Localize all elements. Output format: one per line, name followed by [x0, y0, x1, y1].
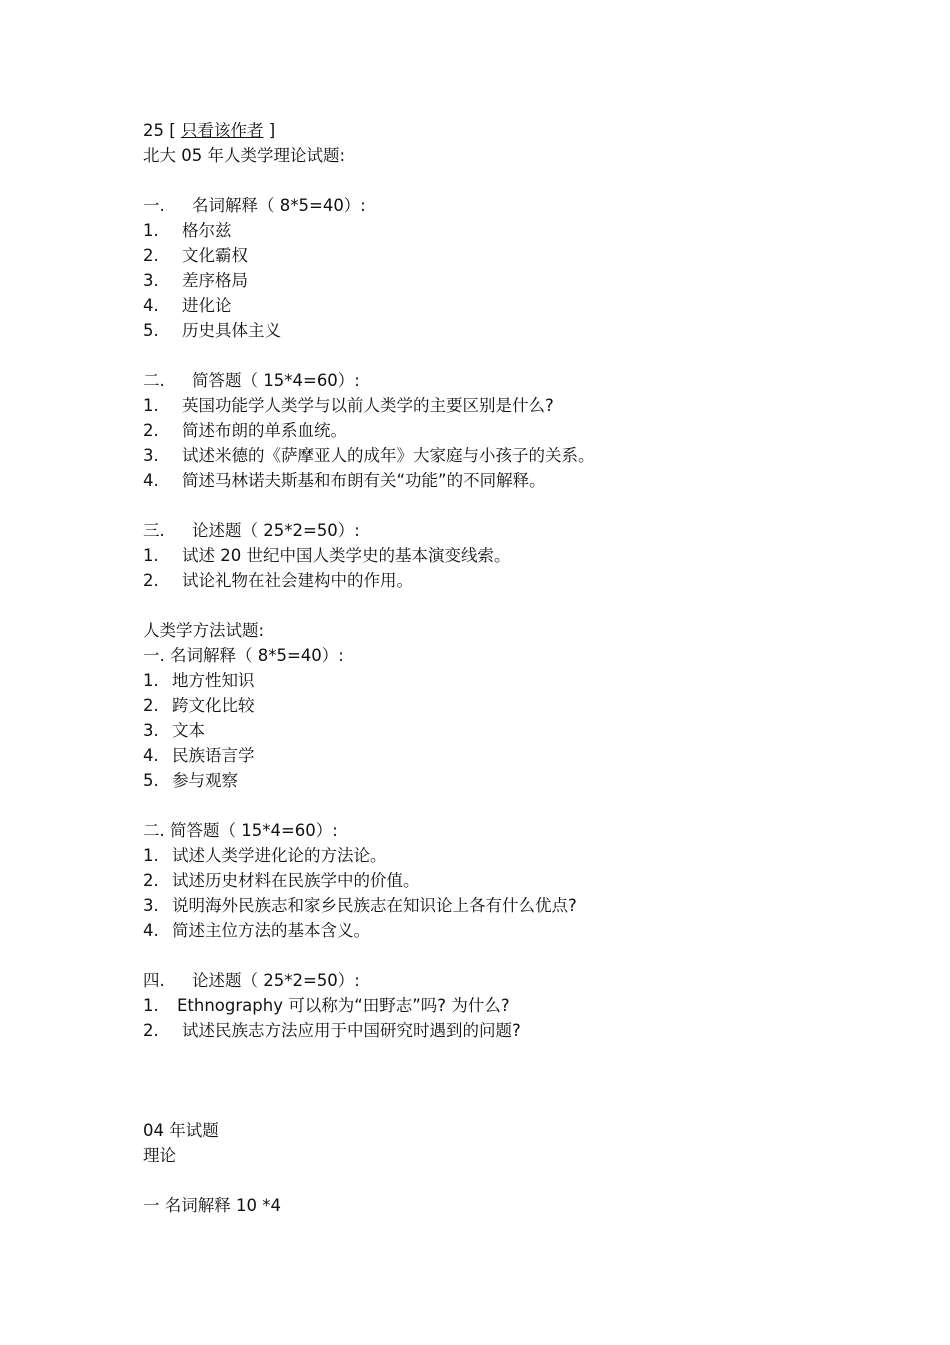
section-heading: 二. 简答题（ 15*4=60）:: [143, 821, 338, 840]
post-number: 25 [: [143, 121, 176, 140]
list-item: 3. 文本: [143, 721, 205, 740]
year-04-title: 04 年试题: [143, 1121, 219, 1140]
list-item: 1. 试述 20 世纪中国人类学史的基本演变线索。: [143, 546, 511, 565]
list-item: 1. Ethnography 可以称为“田野志”吗? 为什么?: [143, 996, 510, 1015]
view-author-only-link[interactable]: 只看该作者: [180, 121, 264, 140]
year-04-subtitle: 理论: [143, 1146, 176, 1165]
list-item: 4. 民族语言学: [143, 746, 255, 765]
section-number: 二.: [143, 371, 165, 390]
section-number: 三.: [143, 521, 165, 540]
list-item: 2. 简述布朗的单系血统。: [143, 421, 347, 440]
list-item: 1. 试述人类学进化论的方法论。: [143, 846, 387, 865]
list-item: 2. 试论礼物在社会建构中的作用。: [143, 571, 413, 590]
document-page: [143, 118, 843, 1218]
post-header: [143, 118, 843, 143]
method-title: 人类学方法试题:: [143, 621, 265, 640]
list-item: 3. 说明海外民族志和家乡民族志在知识论上各有什么优点?: [143, 896, 577, 915]
list-item: 4. 简述马林诺夫斯基和布朗有关“功能”的不同解释。: [143, 471, 546, 490]
section-title: 论述题（ 25*2=50）:: [192, 971, 360, 990]
section-heading: [143, 518, 843, 543]
list-item: 5. 参与观察: [143, 771, 238, 790]
post-bracket-close: ]: [268, 121, 276, 140]
spacer: [143, 493, 843, 518]
list-item: 2. 文化霸权: [143, 246, 248, 265]
list-item: 3. 差序格局: [143, 271, 248, 290]
spacer: [143, 168, 843, 193]
list-item: 3. 试述米德的《萨摩亚人的成年》大家庭与小孩子的关系。: [143, 446, 595, 465]
list-item: 1. 英国功能学人类学与以前人类学的主要区别是什么?: [143, 396, 554, 415]
spacer: [143, 343, 843, 368]
spacer: [143, 1043, 843, 1068]
spacer: [143, 1168, 843, 1193]
spacer: [143, 1093, 843, 1118]
section-title: 名词解释（ 8*5=40）:: [192, 196, 366, 215]
section-heading: 一 名词解释 10 *4: [143, 1196, 281, 1215]
section-title: 论述题（ 25*2=50）:: [192, 521, 360, 540]
spacer: [143, 593, 843, 618]
section-heading: 一. 名词解释（ 8*5=40）:: [143, 646, 344, 665]
section-number: 一.: [143, 196, 165, 215]
section-title: 简答题（ 15*4=60）:: [192, 371, 360, 390]
list-item: 2. 跨文化比较: [143, 696, 255, 715]
section-number: 四.: [143, 971, 165, 990]
section-heading: [143, 193, 843, 218]
list-item: 5. 历史具体主义: [143, 321, 281, 340]
spacer: [143, 943, 843, 968]
list-item: 2. 试述民族志方法应用于中国研究时遇到的问题?: [143, 1021, 521, 1040]
document-title: 北大 05 年人类学理论试题:: [143, 146, 346, 165]
list-item: 4. 简述主位方法的基本含义。: [143, 921, 370, 940]
section-heading: [143, 368, 843, 393]
section-heading: [143, 968, 843, 993]
list-item: 2. 试述历史材料在民族学中的价值。: [143, 871, 420, 890]
list-item: 1. 格尔兹: [143, 221, 232, 240]
spacer: [143, 793, 843, 818]
spacer: [143, 1068, 843, 1093]
list-item: 4. 进化论: [143, 296, 232, 315]
list-item: 1. 地方性知识: [143, 671, 255, 690]
